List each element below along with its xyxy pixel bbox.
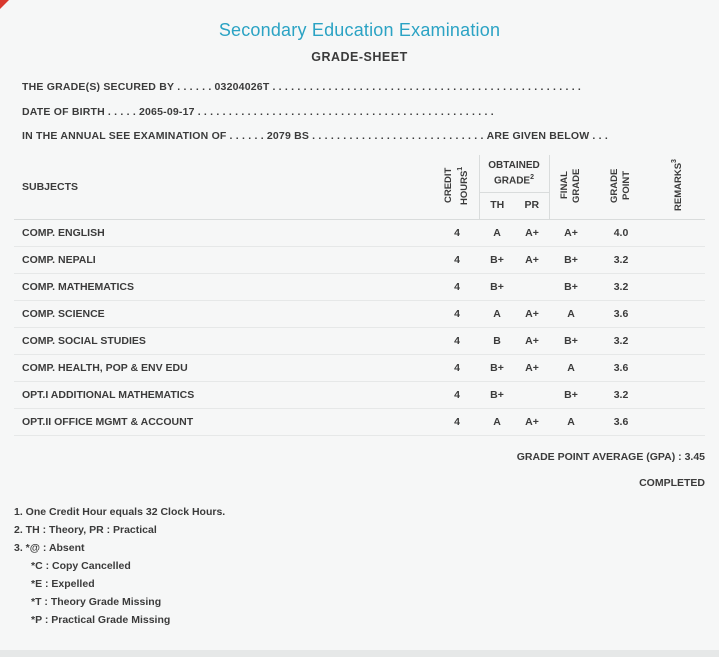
table-row xyxy=(14,273,705,300)
table-row xyxy=(14,354,705,381)
subject-cell: COMP. MATHEMATICS xyxy=(14,273,435,300)
footnote-credit-hours: 1. One Credit Hour equals 32 Clock Hours. xyxy=(14,505,226,518)
subject-cell: COMP. HEALTH, POP & ENV EDU xyxy=(14,354,435,381)
footnote-expelled: *E : Expelled xyxy=(31,577,95,590)
gpa-label: GRADE POINT AVERAGE (GPA) : xyxy=(516,450,682,463)
final-grade-cell: B+ xyxy=(549,273,593,300)
credit-hours-cell: 4 xyxy=(435,300,479,327)
pr-grade-cell xyxy=(515,273,549,300)
footnote-theory-grade-missing: *T : Theory Grade Missing xyxy=(31,595,162,608)
remarks-cell xyxy=(649,408,705,435)
info-line-examination-year xyxy=(22,130,705,142)
subject-cell: COMP. SCIENCE xyxy=(14,300,435,327)
theory-column-header: TH xyxy=(479,193,515,219)
dot-leader: . . . . . . xyxy=(177,81,212,93)
remarks-column-header xyxy=(649,155,705,220)
grade-point-column-header xyxy=(593,155,649,220)
info-suffix xyxy=(584,81,587,93)
credit-hours-footnote-ref: 1 xyxy=(456,165,464,170)
bottom-edge xyxy=(0,650,719,657)
footnote-th-pr: 2. TH : Theory, PR : Practical xyxy=(14,523,157,536)
info-suffix xyxy=(497,106,500,118)
page-title: Secondary Education Examination xyxy=(218,20,501,40)
final-grade-column-header xyxy=(549,155,593,220)
pr-grade-cell xyxy=(515,381,549,408)
date-of-birth-value: 2065-09-17 xyxy=(138,105,195,118)
pr-grade-cell: A+ xyxy=(515,219,549,246)
th-grade-cell: B+ xyxy=(479,273,515,300)
grade-point-cell: 3.6 xyxy=(593,354,649,381)
pr-grade-cell: A+ xyxy=(515,300,549,327)
th-grade-cell: A xyxy=(479,219,515,246)
final-grade-cell: A xyxy=(549,300,593,327)
final-grade-cell: A+ xyxy=(549,219,593,246)
obtained-grade-footnote-ref: 2 xyxy=(530,174,535,182)
final-grade-cell: A xyxy=(549,354,593,381)
info-label: THE GRADE(S) SECURED BY xyxy=(22,81,175,93)
pr-grade-cell: A+ xyxy=(515,354,549,381)
dot-leader: . . . . . . xyxy=(229,130,264,142)
obtained-grade-group-header xyxy=(479,155,549,193)
subjects-header-label: SUBJECTS xyxy=(22,180,79,193)
info-section xyxy=(22,81,705,142)
gpa-value: 3.45 xyxy=(684,450,705,463)
footnote-absent: 3. *@ : Absent xyxy=(14,541,85,554)
final-grade-header-label: FINAL GRADE xyxy=(559,167,583,203)
info-label: IN THE ANNUAL SEE EXAMINATION OF xyxy=(22,130,227,142)
grade-point-cell: 3.2 xyxy=(593,381,649,408)
remarks-cell xyxy=(649,327,705,354)
subject-cell: COMP. SOCIAL STUDIES xyxy=(14,327,435,354)
th-grade-cell: B xyxy=(479,327,515,354)
remarks-cell xyxy=(649,354,705,381)
status-completed: COMPLETED xyxy=(639,476,705,489)
credit-hours-cell: 4 xyxy=(435,246,479,273)
dot-leader: . . . . . xyxy=(107,105,136,118)
gpa-line xyxy=(14,451,705,463)
page-subtitle: GRADE-SHEET xyxy=(311,50,408,64)
subject-cell: COMP. NEPALI xyxy=(14,246,435,273)
grades-table-header xyxy=(14,155,705,220)
credit-hours-header-label: CREDIT HOURS$^1$ xyxy=(442,165,470,205)
dot-trailer: . . . . . . . . . . . . . . . . . . . . . . . . . . . . xyxy=(312,130,484,142)
footnotes-section xyxy=(14,507,719,626)
info-line-date-of-birth xyxy=(22,106,705,118)
grade-point-cell: 3.2 xyxy=(593,273,649,300)
credit-hours-cell: 4 xyxy=(435,381,479,408)
credit-hours-column-header xyxy=(435,155,479,220)
table-row xyxy=(14,327,705,354)
table-row xyxy=(14,381,705,408)
final-grade-cell: B+ xyxy=(549,327,593,354)
remarks-cell xyxy=(649,246,705,273)
dot-trailer: . . . . . . . . . . . . . . . . . . . . . . . . . . . . . . . . . . . . . . . . . . . . . . . . xyxy=(197,105,494,118)
table-row xyxy=(14,246,705,273)
th-grade-cell: B+ xyxy=(479,246,515,273)
credit-hours-cell: 4 xyxy=(435,219,479,246)
table-row xyxy=(14,300,705,327)
th-grade-cell: B+ xyxy=(479,381,515,408)
pr-grade-cell: A+ xyxy=(515,408,549,435)
credit-hours-cell: 4 xyxy=(435,408,479,435)
th-grade-cell: A xyxy=(479,408,515,435)
grade-point-header-label: GRADE POINT xyxy=(609,167,632,203)
th-grade-cell: B+ xyxy=(479,354,515,381)
grade-point-cell: 3.6 xyxy=(593,300,649,327)
info-suffix: ARE GIVEN BELOW . . . xyxy=(486,130,609,142)
final-grade-cell: A xyxy=(549,408,593,435)
grades-table-body xyxy=(14,219,705,435)
credit-hours-cell: 4 xyxy=(435,327,479,354)
grade-point-cell: 3.2 xyxy=(593,327,649,354)
final-grade-cell: B+ xyxy=(549,381,593,408)
subjects-column-header xyxy=(14,155,435,220)
remarks-cell xyxy=(649,381,705,408)
practical-column-header: PR xyxy=(515,193,549,219)
subject-cell: COMP. ENGLISH xyxy=(14,219,435,246)
pr-grade-cell: A+ xyxy=(515,327,549,354)
credit-hours-cell: 4 xyxy=(435,273,479,300)
remarks-cell xyxy=(649,273,705,300)
footnote-copy-cancelled: *C : Copy Cancelled xyxy=(31,559,131,572)
final-grade-cell: B+ xyxy=(549,246,593,273)
grade-point-cell: 3.6 xyxy=(593,408,649,435)
remarks-header-label: REMARKS$^3$ xyxy=(670,159,685,211)
remarks-cell xyxy=(649,219,705,246)
footnote-practical-grade-missing: *P : Practical Grade Missing xyxy=(31,613,171,626)
candidate-symbol-number: 03204026T xyxy=(214,81,270,93)
table-row xyxy=(14,408,705,435)
corner-mark xyxy=(0,0,9,9)
grade-point-cell: 4.0 xyxy=(593,219,649,246)
table-row xyxy=(14,219,705,246)
info-line-grades-secured-by xyxy=(22,81,705,93)
grades-table xyxy=(14,155,705,436)
grade-point-cell: 3.2 xyxy=(593,246,649,273)
remarks-cell xyxy=(649,300,705,327)
dot-trailer: . . . . . . . . . . . . . . . . . . . . . . . . . . . . . . . . . . . . . . . . . . . . . . . . . . xyxy=(272,81,582,93)
pr-grade-cell: A+ xyxy=(515,246,549,273)
th-grade-cell: A xyxy=(479,300,515,327)
subject-cell: OPT.II OFFICE MGMT & ACCOUNT xyxy=(14,408,435,435)
credit-hours-cell: 4 xyxy=(435,354,479,381)
examination-year-value: 2079 BS xyxy=(266,130,310,142)
info-label: DATE OF BIRTH xyxy=(22,105,105,118)
subject-cell: OPT.I ADDITIONAL MATHEMATICS xyxy=(14,381,435,408)
remarks-footnote-ref: 3 xyxy=(670,159,678,163)
obtained-grade-header-label: OBTAINED GRADE xyxy=(488,160,540,187)
summary-section xyxy=(14,451,705,489)
